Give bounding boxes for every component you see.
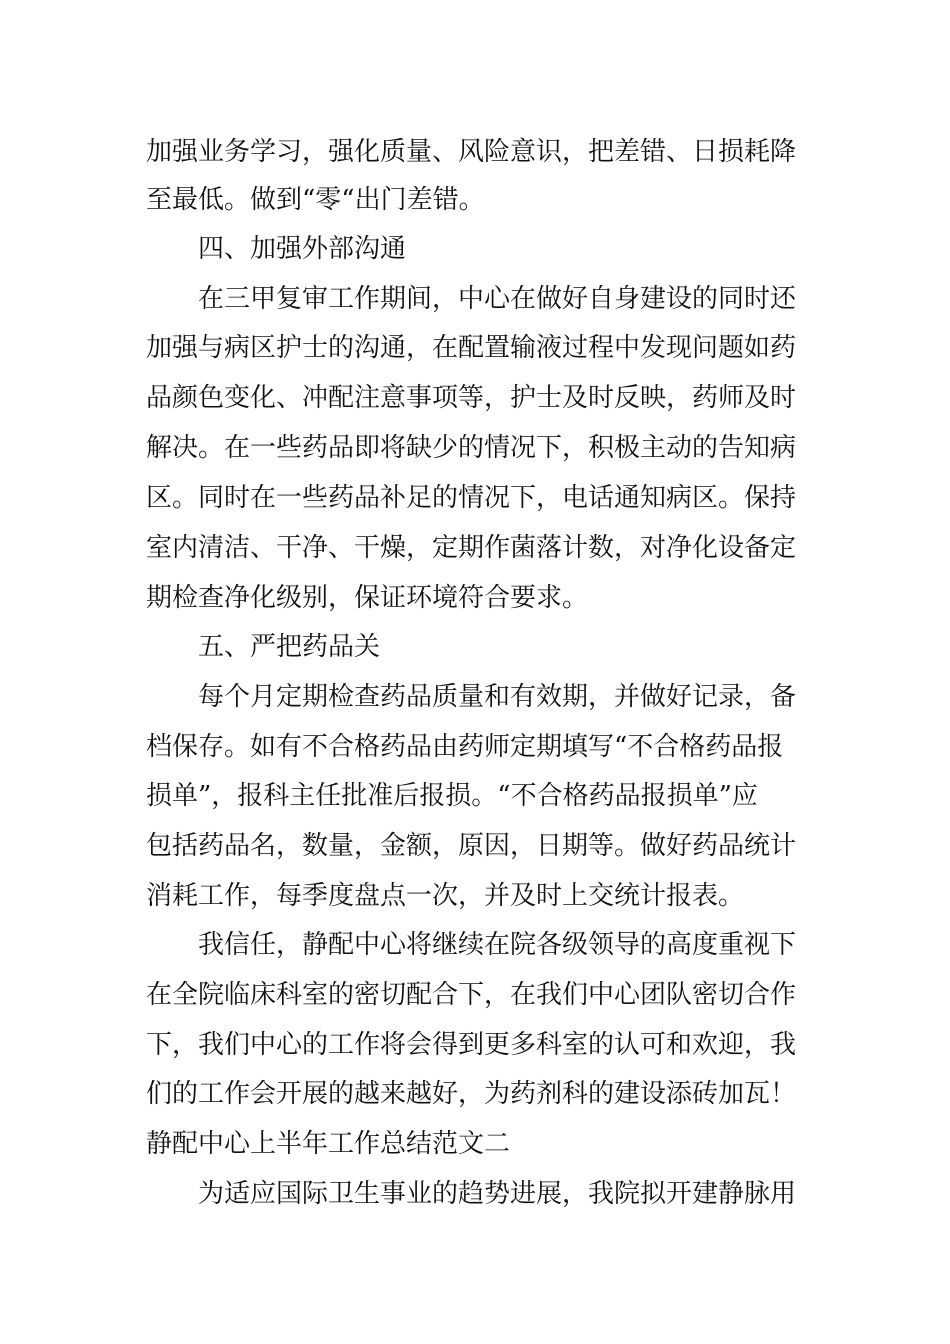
text-line: 包括药品名，数量，金额，原因，日期等。做好药品统计: [146, 831, 797, 861]
text-line: 们的工作会开展的越来越好，为药剂科的建设添砖加瓦！: [146, 1079, 797, 1109]
text-line: 档保存。如有不合格药品由药师定期填写“不合格药品报: [146, 732, 784, 762]
text-line: 室内清洁、干净、干燥，定期作菌落计数，对净化设备定: [146, 533, 797, 563]
text-line: 损单”，报科主任批准后报损。“不合格药品报损单”应: [146, 781, 758, 811]
text-line: 解决。在一些药品即将缺少的情况下，积极主动的告知病: [146, 433, 797, 463]
text-line: 区。同时在一些药品补足的情况下，电话通知病区。保持: [146, 483, 797, 513]
text-line: 消耗工作，每季度盘点一次，并及时上交统计报表。: [146, 881, 745, 911]
text-line: 在全院临床科室的密切配合下，在我们中心团队密切合作: [146, 980, 797, 1010]
text-line: 加强与病区护士的沟通，在配置输液过程中发现问题如药: [146, 333, 797, 363]
text-line: 加强业务学习，强化质量、风险意识，把差错、日损耗降: [146, 137, 797, 167]
paragraph-start: 我信任，静配中心将继续在院各级领导的高度重视下: [198, 930, 797, 960]
paragraph-start: 为适应国际卫生事业的趋势进展，我院拟开建静脉用: [198, 1179, 797, 1209]
text-line: 至最低。做到“零“出门差错。: [146, 185, 485, 215]
text-line: 下，我们中心的工作将会得到更多科室的认可和欢迎，我: [146, 1030, 797, 1060]
paragraph-start: 在三甲复审工作期间，中心在做好自身建设的同时还: [198, 284, 797, 314]
text-line: 品颜色变化、冲配注意事项等，护士及时反映，药师及时: [146, 383, 797, 413]
section-heading: 五、严把药品关: [198, 632, 381, 662]
section-heading: 四、加强外部沟通: [198, 234, 407, 264]
paragraph-start: 每个月定期检查药品质量和有效期，并做好记录，备: [198, 682, 797, 712]
document-subtitle: 静配中心上半年工作总结范文二: [146, 1129, 511, 1159]
text-line: 期检查净化级别，保证环境符合要求。: [146, 583, 589, 613]
